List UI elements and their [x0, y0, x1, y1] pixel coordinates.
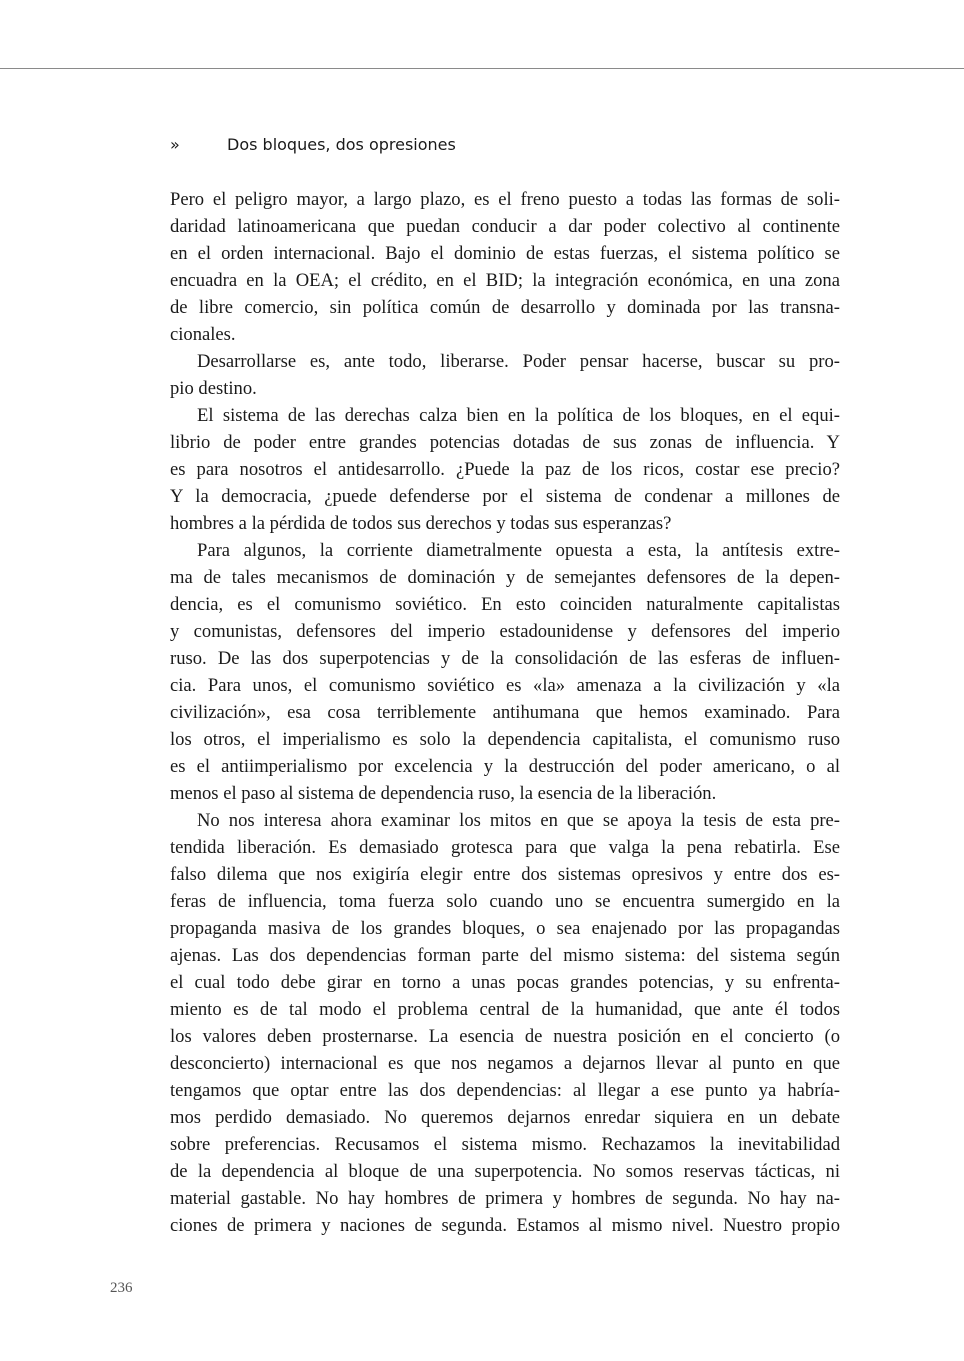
text-line: los otros, el imperialismo es solo la dependencia capitalista, el comunismo ruso [170, 729, 840, 750]
text-line: falso dilema que nos exigiría elegir entre dos sistemas opresivos y entre dos es- [170, 864, 840, 885]
text-line: civilización», esa cosa terriblemente antihumana que hemos examinado. Para [170, 702, 840, 723]
text-line: encuadra en la OEA; el crédito, en el BID; la integración económica, en una zona [170, 270, 840, 291]
text-line: menos el paso al sistema de dependencia ruso, la esencia de la liberación. [170, 783, 717, 804]
page-number: 236 [110, 1280, 133, 1296]
header-guillemet: » [170, 135, 180, 154]
text-line: hombres a la pérdida de todos sus derechos y todas sus esperanzas? [170, 513, 672, 534]
text-line: Desarrollarse es, ante todo, liberarse. Poder pensar hacerse, buscar su pro- [197, 351, 840, 372]
text-line: de libre comercio, sin política común de desarrollo y dominada por las transna- [170, 297, 840, 318]
text-line: ajenas. Las dos dependencias forman parte del mismo sistema: del sistema según [170, 945, 840, 966]
running-header [170, 135, 840, 157]
top-rule [0, 68, 964, 69]
text-line: daridad latinoamericana que puedan conducir a dar poder colectivo al continente [170, 216, 840, 237]
chapter-title: Dos bloques, dos opresiones [227, 135, 456, 154]
text-line: cionales. [170, 324, 236, 345]
text-line: material gastable. No hay hombres de primera y hombres de segunda. No hay na- [170, 1188, 840, 1209]
text-line: y comunistas, defensores del imperio estadounidense y defensores del imperio [170, 621, 840, 642]
text-line: ciones de primera y naciones de segunda. Estamos al mismo nivel. Nuestro propio [170, 1215, 840, 1236]
paragraph [170, 537, 840, 807]
text-line: feras de influencia, toma fuerza solo cuando uno se encuentra sumergido en la [170, 891, 840, 912]
text-line: en el orden internacional. Bajo el dominio de estas fuerzas, el sistema político se [170, 243, 840, 264]
text-line: pio destino. [170, 378, 257, 399]
text-line: Pero el peligro mayor, a largo plazo, es el freno puesto a todas las formas de soli- [170, 189, 840, 210]
text-line: Para algunos, la corriente diametralmente opuesta a esta, la antítesis extre- [197, 540, 840, 561]
text-line: propaganda masiva de los grandes bloques, o sea enajenado por las propagandas [170, 918, 840, 939]
text-line: Y la democracia, ¿puede defenderse por el sistema de condenar a millones de [170, 486, 840, 507]
text-line: No nos interesa ahora examinar los mitos en que se apoya la tesis de esta pre- [197, 810, 840, 831]
text-line: es el antiimperialismo por excelencia y la destrucción del poder americano, o al [170, 756, 840, 777]
text-line: cia. Para unos, el comunismo soviético es «la» amenaza a la civilización y «la [170, 675, 840, 696]
text-line: ma de tales mecanismos de dominación y de semejantes defensores de la depen- [170, 567, 840, 588]
text-line: El sistema de las derechas calza bien en la política de los bloques, en el equi- [197, 405, 840, 426]
text-line: los valores deben prosternarse. La esencia de nuestra posición en el concierto (o [170, 1026, 840, 1047]
text-line: desconcierto) internacional es que nos negamos a dejarnos llevar al punto en que [170, 1053, 840, 1074]
paragraph [170, 348, 840, 402]
paragraph [170, 402, 840, 537]
text-line: tendida liberación. Es demasiado grotesca para que valga la pena rebatirla. Ese [170, 837, 840, 858]
text-line: librio de poder entre grandes potencias dotadas de sus zonas de influencia. Y [170, 432, 840, 453]
text-line: tengamos que optar entre las dos dependencias: al llegar a ese punto ya habría- [170, 1080, 840, 1101]
text-line: ruso. De las dos superpotencias y de la consolidación de las esferas de influen- [170, 648, 840, 669]
text-line: sobre preferencias. Recusamos el sistema mismo. Rechazamos la inevitabilidad [170, 1134, 840, 1155]
text-line: de la dependencia al bloque de una superpotencia. No somos reservas tácticas, ni [170, 1161, 840, 1182]
text-line: es para nosotros el antidesarrollo. ¿Puede la paz de los ricos, costar ese precio? [170, 459, 840, 480]
text-line: miento es de tal modo el problema central de la humanidad, que ante él todos [170, 999, 840, 1020]
paragraph [170, 807, 840, 1239]
text-line: el cual todo debe girar en torno a unas pocas grandes potencias, y su enfrenta- [170, 972, 840, 993]
text-line: mos perdido demasiado. No queremos dejarnos enredar siquiera en un debate [170, 1107, 840, 1128]
paragraph [170, 186, 840, 348]
text-line: dencia, es el comunismo soviético. En esto coinciden naturalmente capitalistas [170, 594, 840, 615]
body-text [170, 186, 840, 1239]
